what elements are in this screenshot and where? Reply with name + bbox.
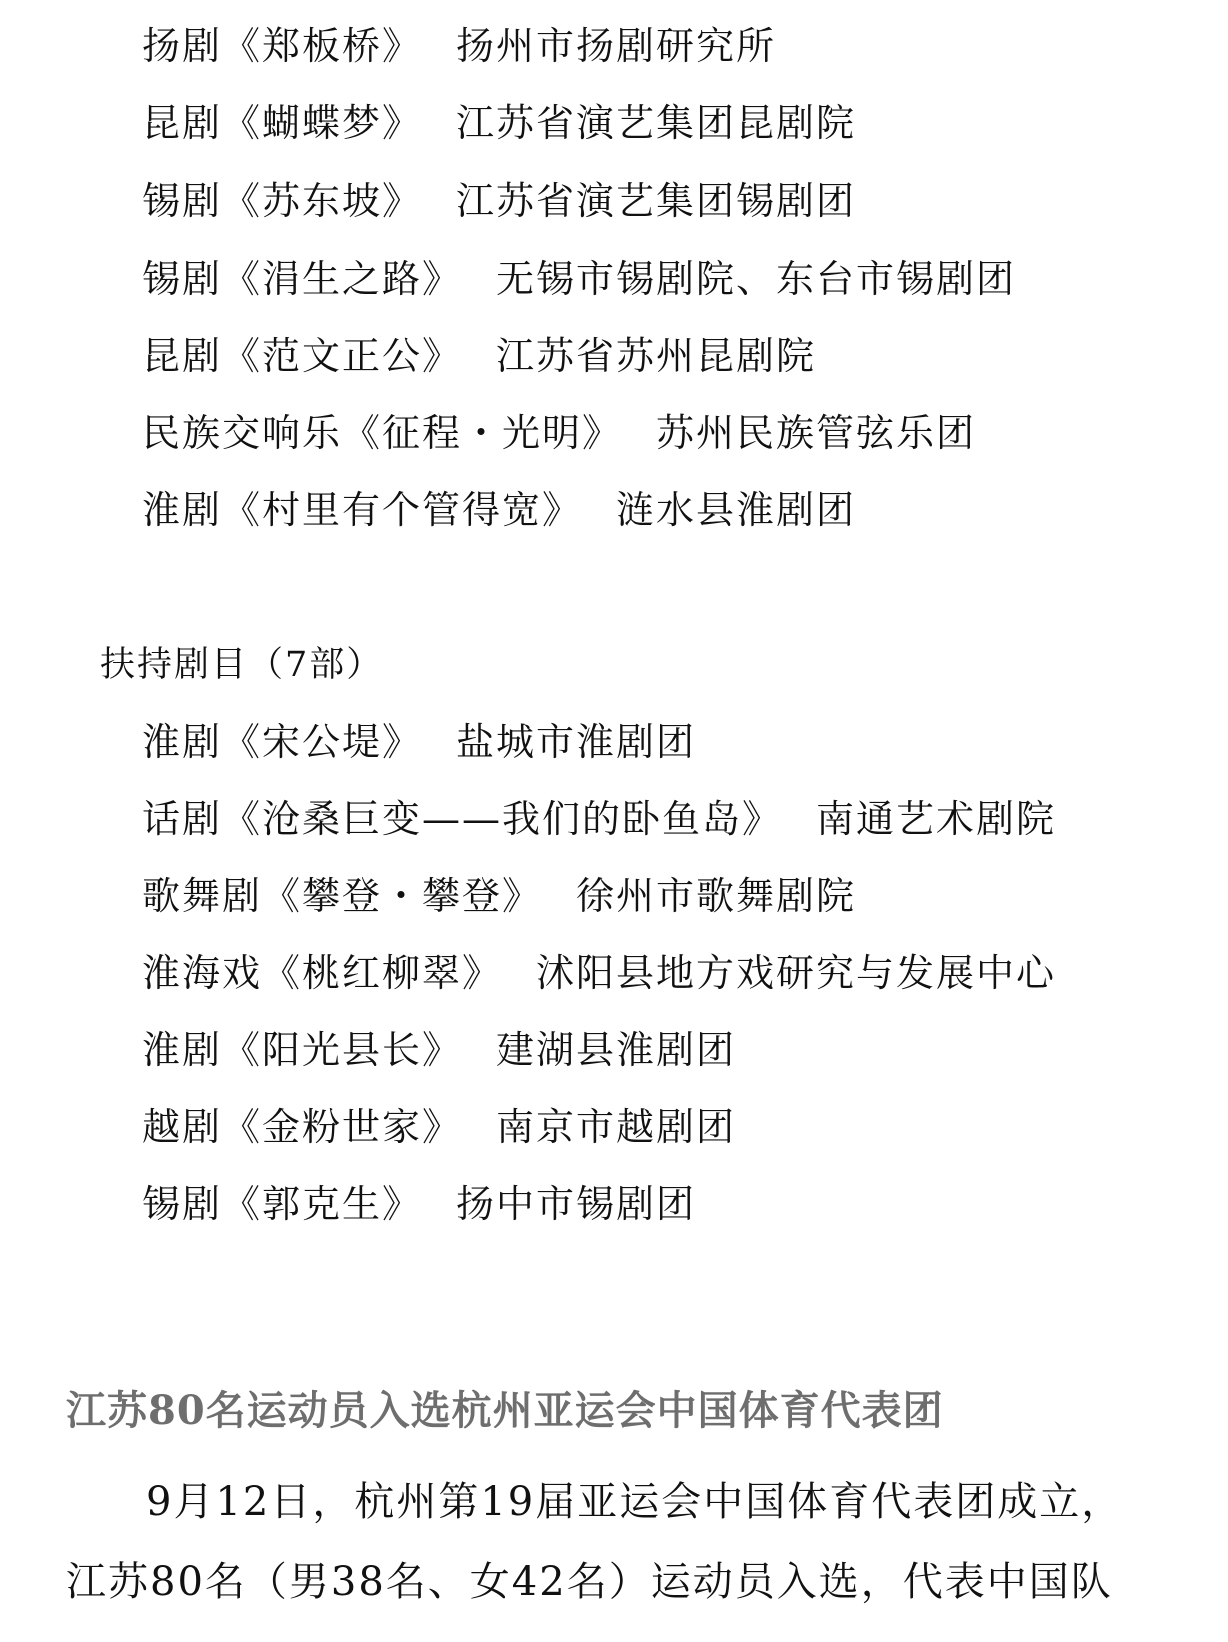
troupe-name: 江苏省演艺集团昆剧院: [456, 101, 857, 145]
play-title: 锡剧《苏东坡》: [142, 179, 423, 223]
list-item: [142, 177, 856, 225]
troupe-name: 盐城市淮剧团: [456, 720, 697, 764]
troupe-name: 南京市越剧团: [496, 1105, 737, 1149]
list-item: [142, 795, 1056, 843]
list-item: [142, 409, 976, 457]
article-paragraph-line: 江苏80名（男38名、女42名）运动员入选，代表中国队: [66, 1559, 1113, 1605]
troupe-name: 无锡市锡剧院、东台市锡剧团: [496, 257, 1017, 301]
play-title: 越剧《金粉世家》: [142, 1105, 463, 1149]
troupe-name: 江苏省苏州昆剧院: [496, 334, 817, 378]
list-item: [142, 1103, 736, 1151]
troupe-name: 南通艺术剧院: [816, 797, 1057, 841]
play-title: 锡剧《郭克生》: [142, 1182, 423, 1226]
play-title: 话剧《沧桑巨变——我们的卧鱼岛》: [142, 797, 783, 841]
list-item: [142, 949, 1056, 997]
play-title: 歌舞剧《攀登・攀登》: [142, 874, 543, 918]
list-item: [142, 718, 696, 766]
troupe-name: 建湖县淮剧团: [496, 1028, 737, 1072]
troupe-name: 扬中市锡剧团: [456, 1182, 697, 1226]
list-item: [142, 332, 816, 380]
play-title: 淮海戏《桃红柳翠》: [142, 951, 503, 995]
list-item: [142, 99, 856, 147]
play-title: 淮剧《宋公堤》: [142, 720, 423, 764]
play-title: 昆剧《蝴蝶梦》: [142, 101, 423, 145]
troupe-name: 徐州市歌舞剧院: [576, 874, 857, 918]
troupe-name: 扬州市扬剧研究所: [456, 24, 777, 68]
troupe-name: 涟水县淮剧团: [616, 488, 857, 532]
troupe-name: 苏州民族管弦乐团: [656, 411, 977, 455]
list-item: [142, 486, 856, 534]
play-title: 锡剧《涓生之路》: [142, 257, 463, 301]
list-item: [142, 872, 856, 920]
play-title: 扬剧《郑板桥》: [142, 24, 423, 68]
list-item: [142, 1180, 696, 1228]
troupe-name: 江苏省演艺集团锡剧团: [456, 179, 857, 223]
section-heading: 扶持剧目（7部）: [100, 645, 384, 685]
play-title: 淮剧《阳光县长》: [142, 1028, 463, 1072]
list-item: [142, 22, 776, 70]
list-item: [142, 255, 1016, 303]
article-paragraph-line: 9月12日，杭州第19届亚运会中国体育代表团成立，: [146, 1479, 1124, 1525]
play-title: 淮剧《村里有个管得宽》: [142, 488, 583, 532]
troupe-name: 沭阳县地方戏研究与发展中心: [536, 951, 1057, 995]
play-title: 民族交响乐《征程・光明》: [142, 411, 623, 455]
article-headline: 江苏80名运动员入选杭州亚运会中国体育代表团: [66, 1387, 944, 1434]
list-item: [142, 1026, 736, 1074]
play-title: 昆剧《范文正公》: [142, 334, 463, 378]
